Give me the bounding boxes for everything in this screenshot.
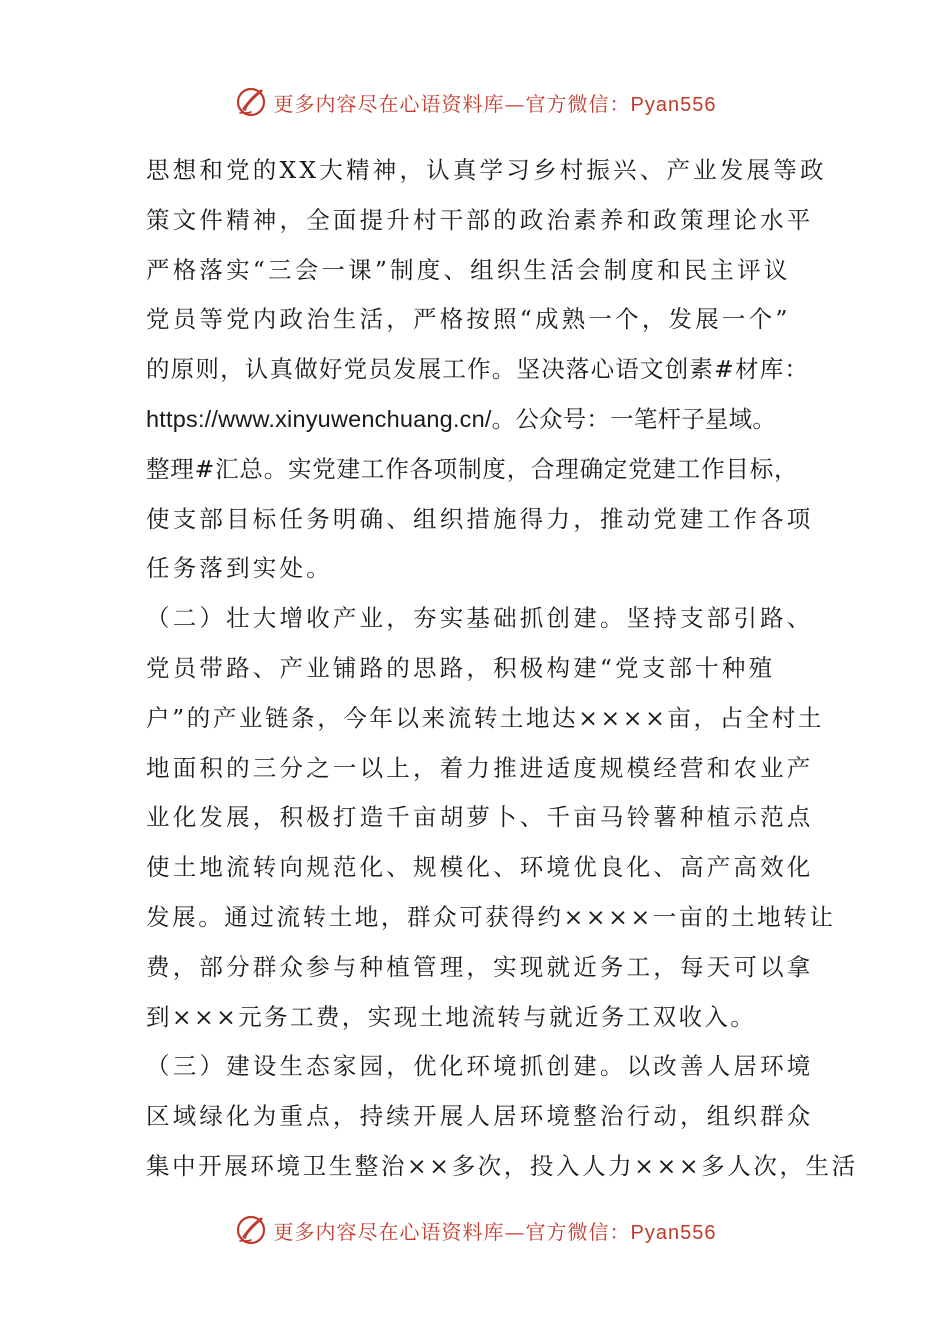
- text-line: 集中开展环境卫生整治××多次，投入人力×××多人次，生活: [146, 1151, 858, 1180]
- text-line: 的原则，认真做好党员发展工作。坚决落心语文创素#材库：: [146, 355, 810, 384]
- text-line: 区域绿化为重点，持续开展人居环境整治行动，组织群众: [146, 1102, 814, 1131]
- text-line: 费，部分群众参与种植管理，实现就近务工，每天可以拿: [146, 952, 814, 981]
- text-line: 地面积的三分之一以上，着力推进适度规模经营和农业产: [146, 753, 814, 782]
- wechat-id: Pyan556: [630, 93, 717, 116]
- text-line: 到×××元务工费，实现土地流转与就近务工双收入。: [146, 1002, 757, 1031]
- text-line: 整理#汇总。实党建工作各项制度，合理确定党建工作目标，: [146, 454, 799, 483]
- text-line: 任务落到实处。: [146, 554, 333, 583]
- text-line: 使支部目标任务明确、组织措施得力，推动党建工作各项: [146, 504, 814, 533]
- document-body: [146, 146, 858, 1192]
- watermark-text: 更多内容尽在心语资料库—官方微信：Pyan556: [273, 1219, 717, 1244]
- text-line: 思想和党的XX大精神，认真学习乡村振兴、产业发展等政: [146, 156, 827, 184]
- text-line: 党员等党内政治生活，严格按照“成熟一个，发展一个”: [146, 305, 791, 334]
- text-line: 业化发展，积极打造千亩胡萝卜、千亩马铃薯种植示范点: [146, 803, 814, 832]
- text-line: 党员带路、产业铺路的思路，积极构建“党支部十种殖: [146, 653, 776, 682]
- section-heading-line: （三）建设生态家园，优化环境抓创建。以改善人居环境: [146, 1052, 814, 1081]
- pen-logo-icon: [234, 1213, 268, 1247]
- header-watermark: [0, 82, 950, 122]
- text-line: 严格落实“三会一课”制度、组织生活会制度和民主评议: [146, 255, 791, 284]
- text-line: 发展。通过流转土地，群众可获得约××××一亩的土地转让: [146, 902, 836, 931]
- text-line: 策文件精神，全面提升村干部的政治素养和政策理论水平: [146, 205, 814, 234]
- pen-logo-icon: [234, 85, 268, 119]
- text-line: 户”的产业链条，今年以来流转土地达××××亩，占全村土: [146, 703, 824, 732]
- text-line: 使土地流转向规范化、规模化、环境优良化、高产高效化: [146, 853, 814, 882]
- footer-watermark: [0, 1210, 950, 1250]
- text-line: https://www.xinyuwenchuang.cn/。公众号：一笔杆子星域。: [146, 405, 777, 432]
- watermark-text: 更多内容尽在心语资料库—官方微信：Pyan556: [273, 91, 717, 116]
- section-heading-line: （二）壮大增收产业，夯实基础抓创建。坚持支部引路、: [146, 604, 814, 633]
- wechat-id: Pyan556: [630, 1221, 717, 1244]
